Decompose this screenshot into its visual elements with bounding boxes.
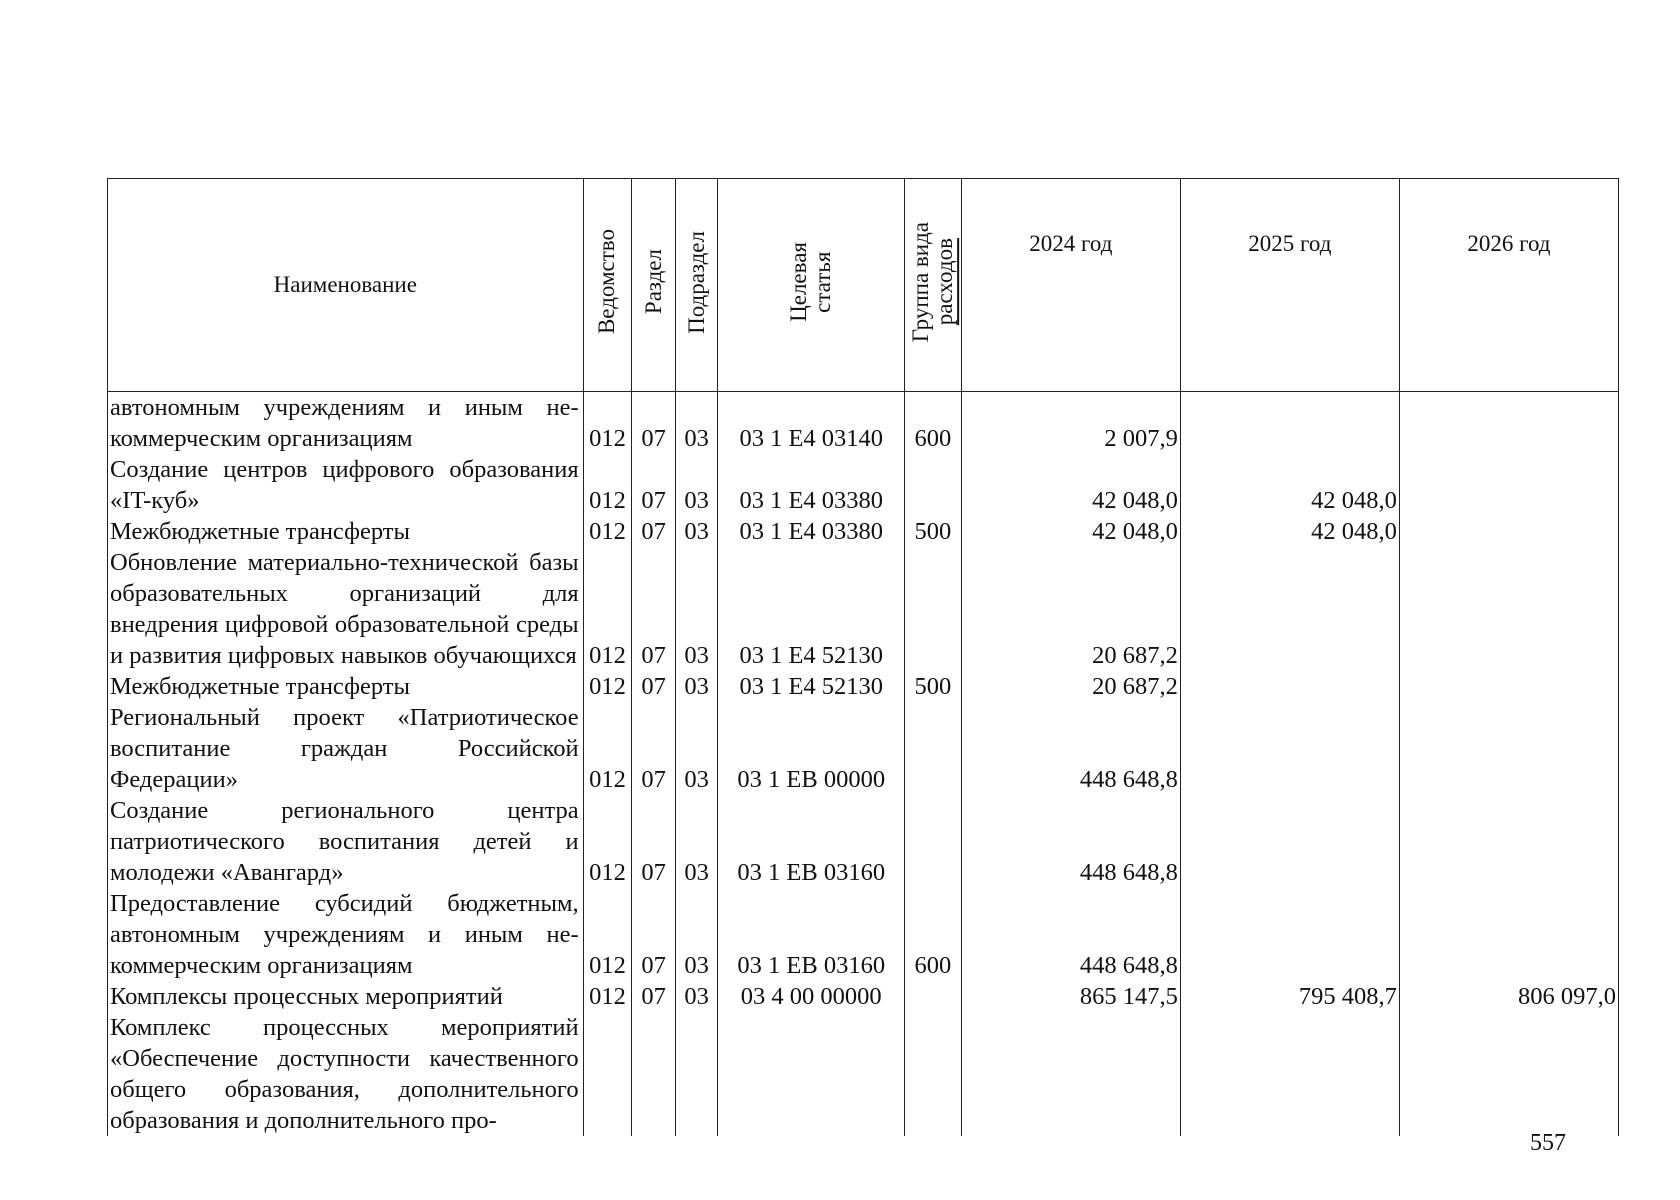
- cell-razdel: 07: [632, 702, 676, 795]
- cell-name: Региональный проект «Патриотическое воспитание граждан Российской Федерации»: [108, 702, 584, 795]
- cell-name: Межбюджетные трансферты: [108, 671, 584, 702]
- cell-vedomstvo: 012: [583, 454, 632, 516]
- table-row: [108, 795, 1619, 888]
- cell-podrazdel: 03: [675, 702, 718, 795]
- cell-2025: [1180, 795, 1399, 888]
- cell-gruppa: [905, 1012, 962, 1136]
- cell-celevaya-statya: 03 1 ЕВ 03160: [718, 888, 905, 981]
- cell-podrazdel: 03: [675, 671, 718, 702]
- cell-razdel: 07: [632, 516, 676, 547]
- cell-name: Предоставление субсидий бюджетным, автономным учреждениям и иным не-коммерческим организациям: [108, 888, 584, 981]
- cell-gruppa: 500: [905, 671, 962, 702]
- cell-2026: [1399, 1012, 1618, 1136]
- cell-celevaya-statya: 03 1 ЕВ 00000: [718, 702, 905, 795]
- header-2024: 2024 год: [961, 179, 1180, 392]
- cell-razdel: 07: [632, 671, 676, 702]
- table-header-row: [108, 179, 1619, 392]
- cell-vedomstvo: 012: [583, 516, 632, 547]
- cell-podrazdel: 03: [675, 547, 718, 671]
- cell-podrazdel: 03: [675, 392, 718, 455]
- cell-razdel: 07: [632, 454, 676, 516]
- cell-celevaya-statya: 03 1 Е4 03380: [718, 516, 905, 547]
- cell-2024: 42 048,0: [961, 516, 1180, 547]
- page-number: 557: [1530, 1130, 1566, 1156]
- cell-2026: [1399, 547, 1618, 671]
- cell-razdel: 07: [632, 888, 676, 981]
- header-gruppa-vida-rashodov: Группа вида расходов: [905, 179, 962, 392]
- table-body: [108, 392, 1619, 1137]
- table-row: [108, 392, 1619, 455]
- cell-2026: [1399, 516, 1618, 547]
- cell-vedomstvo: 012: [583, 671, 632, 702]
- cell-vedomstvo: 012: [583, 392, 632, 455]
- cell-razdel: 07: [632, 981, 676, 1012]
- header-vedomstvo: Ведомство: [583, 179, 632, 392]
- cell-podrazdel: 03: [675, 516, 718, 547]
- table-row: [108, 454, 1619, 516]
- cell-celevaya-statya: 03 1 Е4 03380: [718, 454, 905, 516]
- header-2026: 2026 год: [1399, 179, 1618, 392]
- cell-gruppa: 600: [905, 888, 962, 981]
- table-row: [108, 981, 1619, 1012]
- cell-2025: [1180, 671, 1399, 702]
- cell-gruppa: 600: [905, 392, 962, 455]
- cell-vedomstvo: 012: [583, 981, 632, 1012]
- cell-razdel: 07: [632, 795, 676, 888]
- cell-celevaya-statya: 03 1 ЕВ 03160: [718, 795, 905, 888]
- cell-2024: 20 687,2: [961, 547, 1180, 671]
- header-name: Наименование: [108, 179, 584, 392]
- cell-2025: 795 408,7: [1180, 981, 1399, 1012]
- cell-celevaya-statya: [718, 1012, 905, 1136]
- cell-2025: 42 048,0: [1180, 454, 1399, 516]
- cell-celevaya-statya: 03 1 Е4 52130: [718, 547, 905, 671]
- cell-2024: 865 147,5: [961, 981, 1180, 1012]
- cell-name: Создание центров цифрового образования «IT-куб»: [108, 454, 584, 516]
- cell-podrazdel: 03: [675, 888, 718, 981]
- cell-2024: 448 648,8: [961, 795, 1180, 888]
- cell-podrazdel: 03: [675, 454, 718, 516]
- cell-podrazdel: 03: [675, 795, 718, 888]
- cell-2026: [1399, 454, 1618, 516]
- cell-gruppa: [905, 702, 962, 795]
- cell-2026: [1399, 702, 1618, 795]
- header-podrazdel: Подраздел: [675, 179, 718, 392]
- table-row: [108, 702, 1619, 795]
- cell-2024: 448 648,8: [961, 702, 1180, 795]
- cell-2025: [1180, 888, 1399, 981]
- cell-vedomstvo: 012: [583, 888, 632, 981]
- cell-celevaya-statya: 03 4 00 00000: [718, 981, 905, 1012]
- cell-gruppa: 500: [905, 516, 962, 547]
- header-2025: 2025 год: [1180, 179, 1399, 392]
- cell-razdel: 07: [632, 392, 676, 455]
- cell-2026: 806 097,0: [1399, 981, 1618, 1012]
- cell-2025: 42 048,0: [1180, 516, 1399, 547]
- cell-2026: [1399, 392, 1618, 455]
- cell-podrazdel: [675, 1012, 718, 1136]
- cell-2024: 448 648,8: [961, 888, 1180, 981]
- cell-celevaya-statya: 03 1 Е4 03140: [718, 392, 905, 455]
- cell-vedomstvo: 012: [583, 795, 632, 888]
- cell-name: Комплексы процессных мероприятий: [108, 981, 584, 1012]
- cell-vedomstvo: [583, 1012, 632, 1136]
- cell-name: Комплекс процессных мероприятий «Обеспечение доступности качественного общего образования, дополнительного образования и дополнительного про-: [108, 1012, 584, 1136]
- cell-2026: [1399, 671, 1618, 702]
- table-row: [108, 547, 1619, 671]
- cell-podrazdel: 03: [675, 981, 718, 1012]
- cell-2026: [1399, 795, 1618, 888]
- cell-2024: [961, 1012, 1180, 1136]
- cell-2024: 20 687,2: [961, 671, 1180, 702]
- table-row: [108, 516, 1619, 547]
- header-razdel: Раздел: [632, 179, 676, 392]
- cell-vedomstvo: 012: [583, 702, 632, 795]
- cell-2025: [1180, 547, 1399, 671]
- cell-2025: [1180, 392, 1399, 455]
- table-row: [108, 888, 1619, 981]
- cell-2024: 42 048,0: [961, 454, 1180, 516]
- budget-table: [107, 178, 1619, 1136]
- cell-razdel: [632, 1012, 676, 1136]
- cell-2024: 2 007,9: [961, 392, 1180, 455]
- cell-gruppa: [905, 454, 962, 516]
- cell-name: Создание регионального центра патриотического воспитания детей и молодежи «Авангард»: [108, 795, 584, 888]
- cell-name: Межбюджетные трансферты: [108, 516, 584, 547]
- cell-celevaya-statya: 03 1 Е4 52130: [718, 671, 905, 702]
- cell-vedomstvo: 012: [583, 547, 632, 671]
- table-row: [108, 671, 1619, 702]
- cell-2025: [1180, 702, 1399, 795]
- header-celevaya-statya: Целевая статья: [718, 179, 905, 392]
- cell-razdel: 07: [632, 547, 676, 671]
- cell-2025: [1180, 1012, 1399, 1136]
- cell-name: Обновление материально-технической базы образовательных организаций для внедрения цифровой образовательной среды и развития цифровых навыков обучающихся: [108, 547, 584, 671]
- cell-gruppa: [905, 795, 962, 888]
- table-row: [108, 1012, 1619, 1136]
- cell-name: автономным учреждениям и иным не-коммерческим организациям: [108, 392, 584, 455]
- cell-gruppa: [905, 981, 962, 1012]
- cell-gruppa: [905, 547, 962, 671]
- cell-2026: [1399, 888, 1618, 981]
